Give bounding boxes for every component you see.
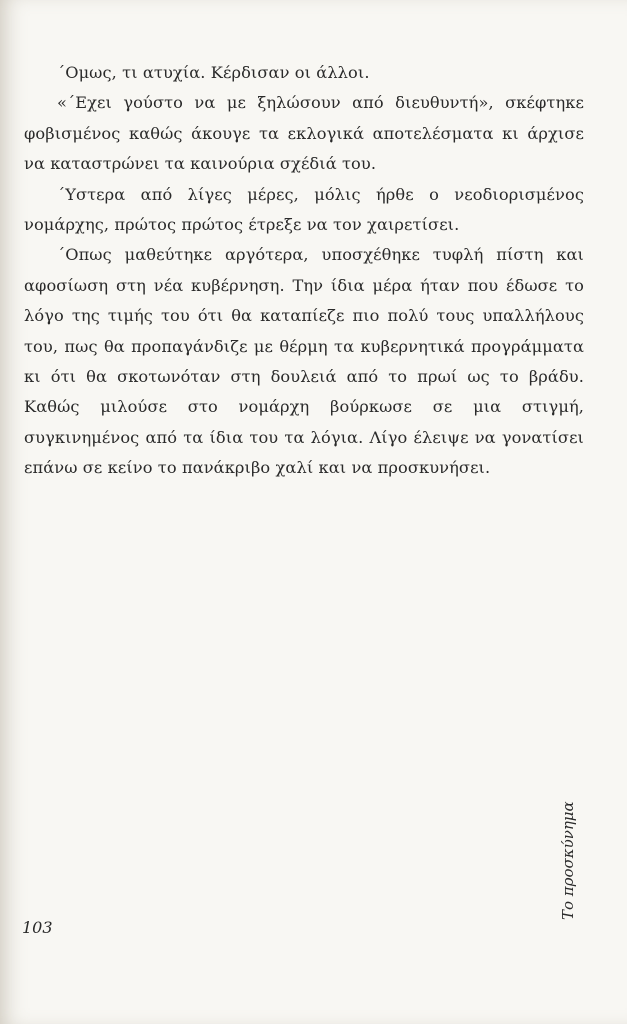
- page-number: 103: [22, 918, 53, 937]
- body-text: [24, 58, 584, 484]
- running-title: Το προσκύνημα: [559, 801, 577, 920]
- paragraph-2: «΄Εχει γούστο να με ξηλώσουν από διευθυντή», σκέφτηκε φοβισμένος καθώς άκουγε τα εκλογικά αποτελέσματα κι άρχισε να καταστρώνει τα καινούρια σχέδιά του.: [24, 93, 584, 174]
- paragraph-4: ΄Οπως μαθεύτηκε αργότερα, υποσχέθηκε τυφλή πίστη και αφοσίωση στη νέα κυβέρνηση. Την ίδια μέρα ήταν που έδωσε το λόγο της τιμής του ότι θα καταπίεζε πιο πολύ τους υπαλλήλους του, πως θα προπαγάνδιζε με θέρμη τα κυβερνητικά προγράμματα κι ότι θα σκοτωνόταν στη δουλειά από το πρωί ως το βράδυ. Καθώς μιλούσε στο νομάρχη βούρκωσε σε μια στιγμή, συγκινημένος από τα ίδια του τα λόγια. Λίγο έλειψε να γονατίσει επάνω σε κείνο το πανάκριβο χαλί και να προσκυνήσει.: [24, 245, 584, 478]
- paragraph-3: ΄Υστερα από λίγες μέρες, μόλις ήρθε ο νεοδιορισμένος νομάρχης, πρώτος πρώτος έτρεξε να τον χαιρετίσει.: [24, 184, 584, 235]
- paragraph-1: ΄Ομως, τι ατυχία. Κέρδισαν οι άλλοι.: [57, 63, 370, 82]
